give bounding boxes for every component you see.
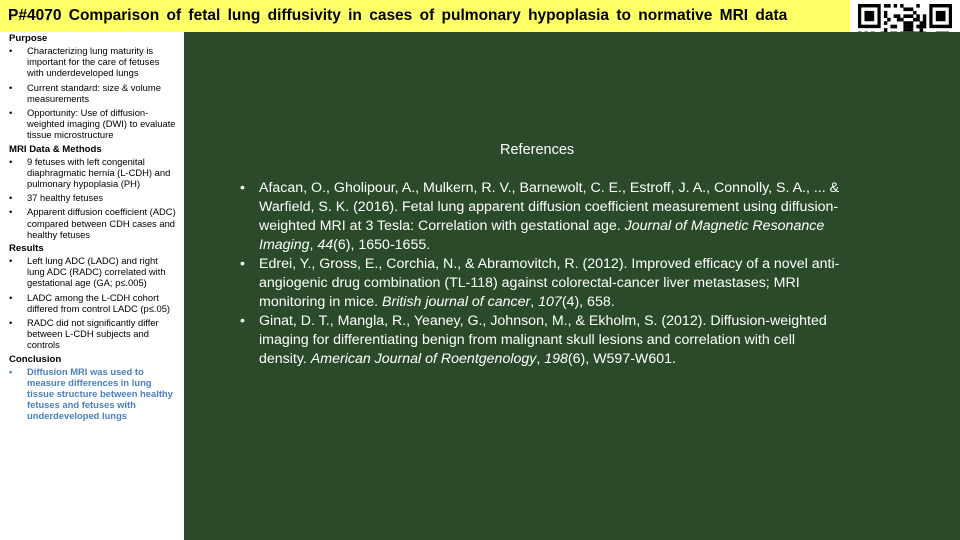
reference-journal: British journal of cancer xyxy=(382,294,531,310)
reference-tail: (6), W597-W601. xyxy=(567,351,676,367)
references-title: References xyxy=(500,142,575,158)
reference-item xyxy=(240,312,840,369)
list-item: • Left lung ADC (LADC) and right lung ADC (RADC) correlated with gestational age (GA; p≤.005) xyxy=(9,255,178,289)
reference-volume: 198 xyxy=(544,351,568,367)
reference-sep: , xyxy=(536,351,545,367)
section-heading-purpose: Purpose xyxy=(9,33,48,44)
reference-tail: (6), 1650-1655. xyxy=(333,237,431,253)
references-list xyxy=(240,179,840,369)
list-item: • Characterizing lung maturity is important for the care of fetuses with underdeveloped lungs xyxy=(9,45,178,79)
methods-list xyxy=(9,156,178,240)
reference-journal: Journal of Magnetic Resonance Imaging xyxy=(259,218,825,253)
list-item: • 9 fetuses with left congenital diaphragmatic hernia (L-CDH) and pulmonary hypoplasia (PH) xyxy=(9,156,178,190)
reference-journal: American Journal of Roentgenology xyxy=(310,351,537,367)
reference-volume: 44 xyxy=(317,237,334,253)
section-heading-methods: MRI Data & Methods xyxy=(9,143,102,155)
list-item: • Diffusion MRI was used to measure differences in lung tissue structure between healthy fetuses and fetuses with underdeveloped lungs xyxy=(9,366,178,422)
page-title: P#4070 Comparison of fetal lung diffusivity in cases of pulmonary hypoplasia to normative MRI data xyxy=(8,7,788,24)
list-item: • Opportunity: Use of diffusion-weighted imaging (DWI) to evaluate tissue microstructure xyxy=(9,107,178,141)
results-list xyxy=(9,255,178,351)
title-bar xyxy=(0,0,850,32)
reference-volume: 107 xyxy=(538,294,562,310)
reference-item xyxy=(240,179,840,255)
sidebar xyxy=(0,32,184,540)
reference-sep: , xyxy=(309,237,318,253)
reference-text: Edrei, Y., Gross, E., Corchia, N., & Abramovitch, R. (2012). Improved efficacy of a novel anti-angiogenic drug combination (TL-118) against colorectal-cancer liver metastases; MRI monitoring in mice. xyxy=(259,256,840,310)
reference-sep: , xyxy=(530,294,539,310)
list-item: • 37 healthy fetuses xyxy=(9,192,178,203)
section-heading-conclusion: Conclusion xyxy=(9,353,62,365)
reference-text: Afacan, O., Gholipour, A., Mulkern, R. V., Barnewolt, C. E., Estroff, J. A., Connolly, S. A., ... & Warfield, S. K. (2016). Fetal lung apparent diffusion coefficient measurement using diffusion-weighted MRI at 3 Tesla: Correlation with gestational age. xyxy=(259,180,840,234)
purpose-list xyxy=(9,45,178,141)
reference-tail: (4), 658. xyxy=(561,294,615,310)
list-item: • RADC did not significantly differ between L-CDH subjects and controls xyxy=(9,317,178,351)
conclusion-list xyxy=(9,366,178,422)
reference-item xyxy=(240,255,840,312)
list-item: • Apparent diffusion coefficient (ADC) compared between CDH cases and healthy fetuses xyxy=(9,206,178,240)
reference-text: Ginat, D. T., Mangla, R., Yeaney, G., Johnson, M., & Ekholm, S. (2012). Diffusion-weighted imaging for differentiating benign from malignant skull lesions and correlation with cell density. xyxy=(259,313,827,367)
list-item: • Current standard: size & volume measurements xyxy=(9,82,178,104)
list-item: • LADC among the L-CDH cohort differed from control LADC (p≤.05) xyxy=(9,292,178,314)
section-heading-results: Results xyxy=(9,243,44,255)
